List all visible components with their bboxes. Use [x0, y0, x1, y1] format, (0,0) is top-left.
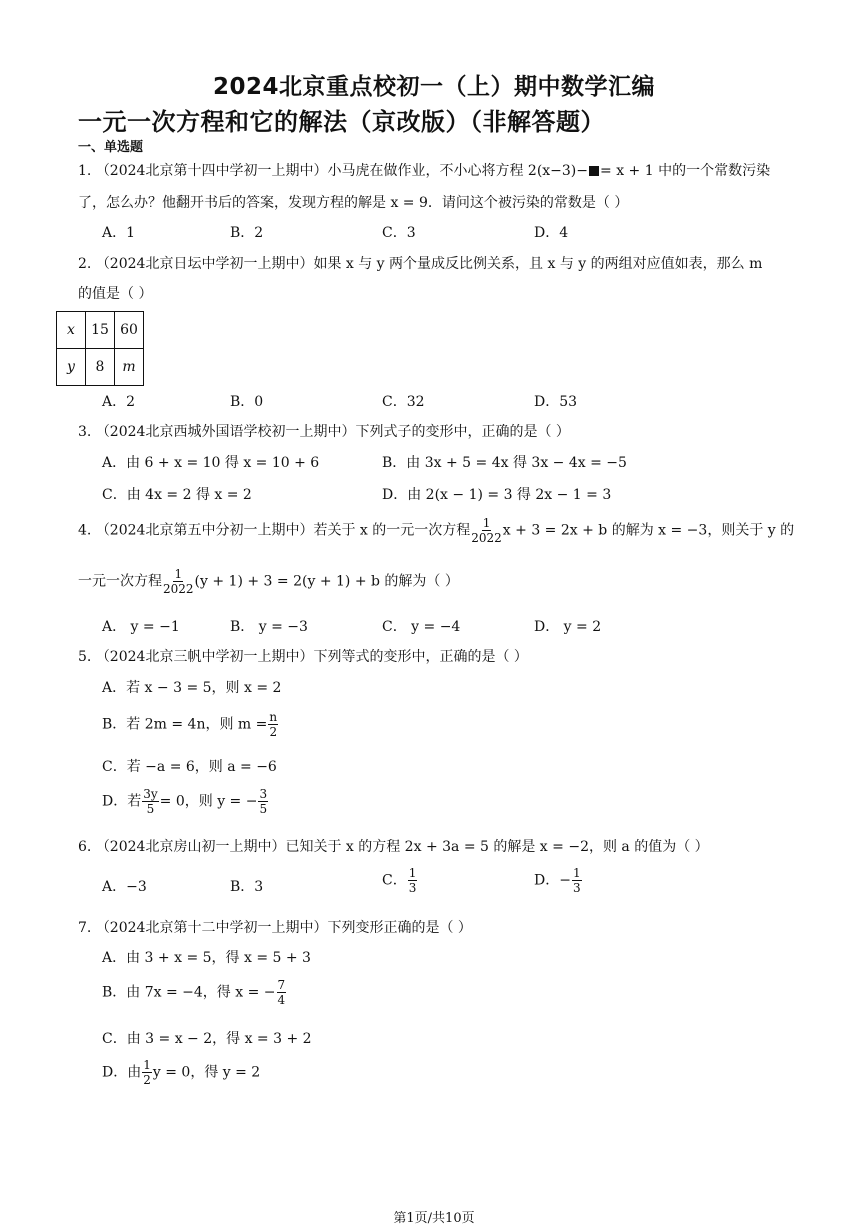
- q2-option-b[interactable]: B．0: [230, 394, 264, 410]
- question-3-line-1: 3. （2024北京西城外国语学校初一上期中）下列式子的变形中，正确的是（ ）: [78, 424, 570, 440]
- q4-option-b[interactable]: B． y = −3: [230, 619, 308, 635]
- q7-option-d[interactable]: D．由 $\frac{1}{2}$ y = 0，得 y = 2: [102, 1058, 261, 1087]
- q2-option-a[interactable]: A．2: [102, 394, 136, 410]
- question-4-line-2: 一元一次方程 $\frac{1}{2022}$ (y + 1) + 3 = 2(y + 1) + b 的解为（ ）: [78, 567, 459, 596]
- q3-option-b[interactable]: B．由 3x + 5 = 4x 得 3x − 4x = −5: [382, 455, 627, 471]
- question-1-line-2: 了，怎么办？他翻开书后的答案，发现方程的解是 x = 9．请问这个被污染的常数是（ ）: [78, 195, 629, 211]
- table-cell: m: [115, 349, 144, 386]
- q1-option-d[interactable]: D．4: [534, 225, 569, 241]
- q7-option-c[interactable]: C．由 3 = x − 2，得 x = 3 + 2: [102, 1031, 312, 1047]
- q1-option-b[interactable]: B．2: [230, 225, 264, 241]
- q5-option-b[interactable]: B．若 2m = 4n，则 m = $\frac{n}{2}$: [102, 710, 278, 739]
- question-5-line-1: 5. （2024北京三帆中学初一上期中）下列等式的变形中，正确的是（ ）: [78, 649, 528, 665]
- q6-option-c[interactable]: C． $\frac{1}{3}$: [382, 866, 417, 895]
- q1-option-c[interactable]: C．3: [382, 225, 416, 241]
- question-4-line-1: 4. （2024北京第五中分初一上期中）若关于 x 的一元一次方程 $\frac{1}{2022}$ x + 3 = 2x + b 的解为 x = −3，则关于 y 的: [78, 516, 795, 545]
- question-1-line-1: 1. （2024北京第十四中学初一上期中）小马虎在做作业，不小心将方程 2(x−3)− = x + 1 中的一个常数污染: [78, 163, 771, 179]
- q2-option-d[interactable]: D．53: [534, 394, 578, 410]
- q6-option-a[interactable]: A．−3: [102, 879, 147, 895]
- fraction: $\frac{3}{5}$: [259, 787, 268, 816]
- question-7-line-1: 7. （2024北京第十二中学初一上期中）下列变形正确的是（ ）: [78, 920, 472, 936]
- q5-option-d[interactable]: D．若 $\frac{3y}{5}$ = 0，则 y = − $\frac{3}{5}$: [102, 787, 268, 816]
- q3-option-d[interactable]: D．由 2(x − 1) = 3 得 2x − 1 = 3: [382, 487, 612, 503]
- q2-option-c[interactable]: C．32: [382, 394, 425, 410]
- fraction: $\frac{7}{4}$: [277, 978, 286, 1007]
- page-footer: 第1页/共10页: [393, 1211, 475, 1226]
- section-heading: 一、单选题: [78, 140, 144, 155]
- q3-option-a[interactable]: A．由 6 + x = 10 得 x = 10 + 6: [102, 455, 320, 471]
- q1-option-a[interactable]: A．1: [102, 225, 136, 241]
- fraction: $\frac{1}{2022}$: [163, 567, 194, 596]
- q4-option-a[interactable]: A． y = −1: [102, 619, 180, 635]
- q3-option-c[interactable]: C．由 4x = 2 得 x = 2: [102, 487, 252, 503]
- q6-option-b[interactable]: B．3: [230, 879, 264, 895]
- table-cell: 60: [115, 312, 144, 349]
- q7-option-a[interactable]: A．由 3 + x = 5，得 x = 5 + 3: [102, 950, 311, 966]
- ink-blot-icon: [589, 166, 599, 176]
- fraction: $\frac{1}{2}$: [143, 1058, 151, 1087]
- page-title: 2024北京重点校初一（上）期中数学汇编: [212, 74, 655, 100]
- fraction: $\frac{1}{3}$: [572, 866, 581, 895]
- question-2-line-2: 的值是（ ）: [78, 286, 153, 302]
- fraction: $\frac{n}{2}$: [269, 710, 278, 739]
- value-table: [56, 311, 144, 386]
- fraction: $\frac{3y}{5}$: [143, 787, 158, 816]
- fraction: $\frac{1}{2022}$: [471, 516, 502, 545]
- fraction: $\frac{1}{3}$: [408, 866, 417, 895]
- q5-option-c[interactable]: C．若 −a = 6，则 a = −6: [102, 759, 277, 775]
- q4-option-d[interactable]: D． y = 2: [534, 619, 602, 635]
- table-cell: x: [57, 312, 86, 349]
- q5-option-a[interactable]: A．若 x − 3 = 5，则 x = 2: [102, 680, 282, 696]
- table-cell: 8: [86, 349, 115, 386]
- question-6-line-1: 6. （2024北京房山初一上期中）已知关于 x 的方程 2x + 3a = 5 的解是 x = −2，则 a 的值为（ ）: [78, 839, 709, 855]
- table-row: [57, 312, 144, 349]
- q7-option-b[interactable]: B．由 7x = −4，得 x = − $\frac{7}{4}$: [102, 978, 286, 1007]
- table-cell: 15: [86, 312, 115, 349]
- page-subtitle: 一元一次方程和它的解法（京改版）（非解答题）: [78, 108, 605, 136]
- table-row: [57, 349, 144, 386]
- question-2-line-1: 2. （2024北京日坛中学初一上期中）如果 x 与 y 两个量成反比例关系，且 x 与 y 的两组对应值如表，那么 m: [78, 256, 763, 272]
- table-cell: y: [57, 349, 86, 386]
- q4-option-c[interactable]: C． y = −4: [382, 619, 461, 635]
- q6-option-d[interactable]: D．− $\frac{1}{3}$: [534, 866, 581, 895]
